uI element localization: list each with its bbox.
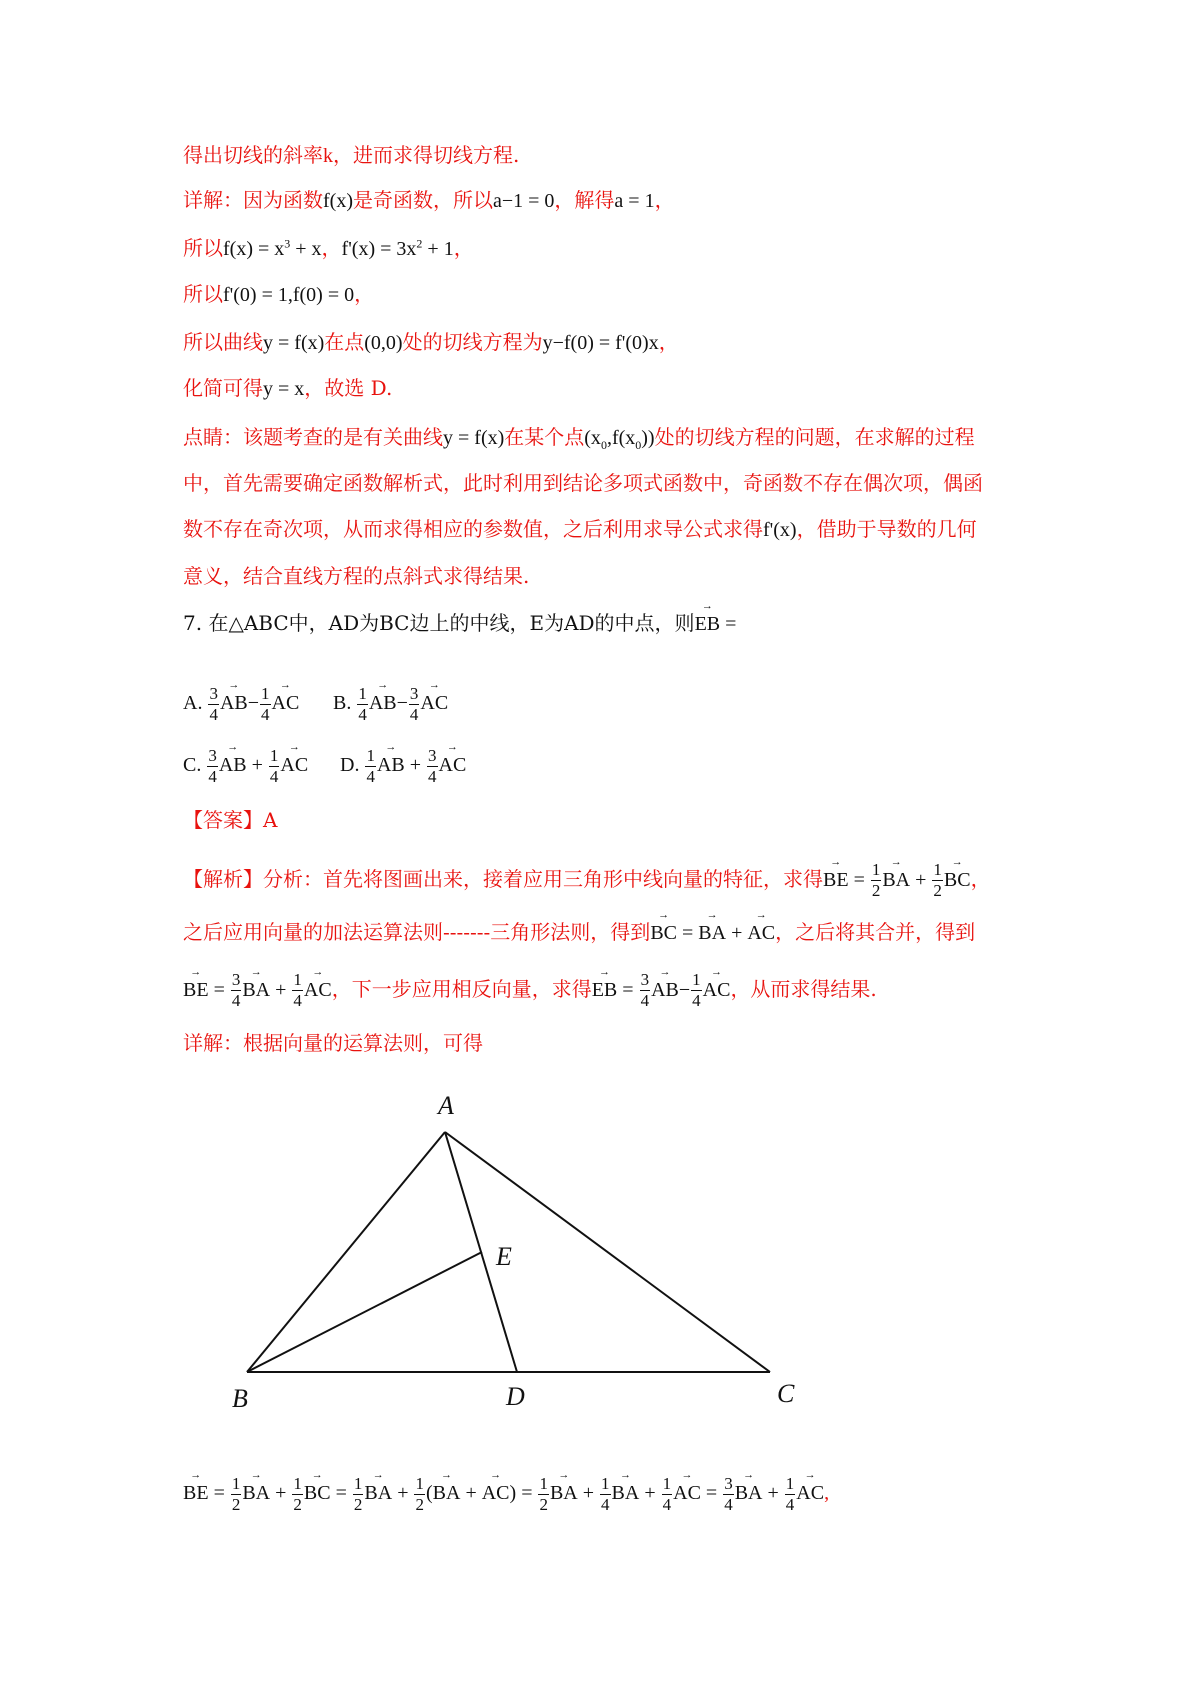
vector: → BA (242, 976, 270, 1004)
answer-line (183, 806, 1063, 834)
operator: − (247, 692, 260, 715)
denominator: 4 (358, 705, 367, 724)
numerator: 3 (640, 970, 650, 989)
operator: − (396, 692, 408, 715)
text: 处的切线方程为 (402, 330, 543, 354)
fraction (932, 860, 943, 901)
final-derivation (183, 1474, 1063, 1515)
vector: → AB (651, 976, 679, 1004)
text: ， (658, 330, 679, 354)
math: ,f(x (606, 427, 636, 449)
math: a−1 = 0 (492, 190, 555, 212)
vector: → AC (304, 976, 332, 1004)
vector: → BA (698, 919, 726, 947)
text: 在点 (324, 330, 365, 354)
text: ， (321, 236, 342, 260)
numerator: 1 (293, 1474, 302, 1493)
operator: + (270, 979, 292, 1001)
vector: → AB (220, 689, 248, 717)
text: 详解：根据向量的运算法则，可得 (183, 1031, 483, 1055)
operator: + (246, 754, 268, 777)
text: 详解：因为函数 (183, 188, 323, 212)
vector: → BA (242, 1479, 270, 1507)
math: f(x) = x (223, 238, 285, 260)
fraction (427, 746, 438, 787)
numerator: 1 (261, 684, 270, 703)
analysis-line-4 (183, 1029, 1063, 1057)
option-label: D. (340, 754, 365, 777)
vector: → BE (823, 866, 849, 894)
text: 数不存在奇次项，从而求得相应的参数值，之后利用求导公式求得 (183, 517, 763, 541)
numerator: 1 (601, 1474, 610, 1493)
text-line-1 (183, 141, 1063, 170)
operator: − (678, 979, 691, 1001)
question-7 (183, 609, 1063, 638)
numerator: 1 (692, 970, 701, 989)
vector: → BE (183, 976, 209, 1004)
math: = (720, 613, 737, 635)
answer-text: 【答案】A (183, 808, 278, 832)
math: k (323, 145, 333, 167)
text: 处的切线方程的问题，在求解的过程 (654, 425, 975, 449)
vector: → AB (219, 751, 247, 779)
fraction (292, 970, 303, 1011)
vector: → AC (673, 1479, 701, 1507)
fraction (871, 860, 882, 901)
option-d (340, 746, 520, 787)
vector: → AC (747, 919, 775, 947)
numerator: 1 (353, 1474, 363, 1493)
text: ，借助于导数的几何 (796, 517, 977, 541)
segment-BE (247, 1252, 482, 1372)
fraction (723, 1474, 734, 1515)
label-B: B (232, 1384, 248, 1412)
fraction (365, 746, 376, 787)
vector: → AB (369, 689, 397, 717)
text: 化简可得 (183, 376, 263, 400)
vector: → BA (612, 1479, 640, 1507)
numerator: 1 (539, 1474, 548, 1493)
operator: = (208, 979, 230, 1001)
vector: → AC (272, 689, 300, 717)
text: 是奇函数，所以 (352, 188, 493, 212)
denominator: 4 (208, 767, 217, 786)
fraction (691, 970, 702, 1011)
operator: + (460, 1482, 482, 1505)
vector: → BA (550, 1479, 578, 1507)
option-a (183, 684, 353, 725)
fraction (292, 1474, 303, 1515)
numerator: 1 (871, 860, 881, 879)
fraction (357, 684, 368, 725)
vector: → EB (592, 976, 618, 1004)
vector: → AC (796, 1479, 824, 1507)
vector: → AC (420, 689, 448, 717)
math: (0,0) (364, 332, 403, 354)
denominator: 4 (293, 991, 302, 1010)
vector: → BA (882, 866, 910, 894)
vector: → AC (280, 751, 308, 779)
math: + x (290, 238, 322, 260)
text: 点睛：该题考查的是有关曲线 (183, 425, 443, 449)
math: y = f(x) (263, 332, 325, 354)
fraction (414, 1474, 425, 1515)
denominator: 4 (785, 1495, 795, 1514)
vector: → BC (650, 919, 677, 947)
text: 所以 (183, 236, 223, 260)
text: ， (654, 188, 675, 212)
numerator: 3 (428, 746, 437, 765)
numerator: 1 (415, 1474, 424, 1493)
label-E: E (496, 1242, 512, 1271)
denominator: 4 (366, 767, 375, 786)
text-line-4 (183, 280, 1063, 309)
denominator: 4 (724, 1495, 733, 1514)
option-label: B. (333, 692, 357, 715)
text: ，之后将其合并，得到 (775, 920, 976, 944)
fraction (231, 970, 242, 1011)
option-label: C. (183, 754, 207, 777)
segment-AB (247, 1132, 445, 1372)
text: 之后应用向量的加法运算法则-------三角形法则，得到 (183, 920, 651, 944)
operator: + (404, 754, 427, 777)
numerator: 3 (231, 970, 241, 989)
fraction (538, 1474, 549, 1515)
denominator: 2 (933, 881, 942, 900)
numerator: 1 (358, 684, 367, 703)
option-b (333, 684, 503, 725)
math: + 1 (422, 238, 454, 260)
numerator: 3 (208, 746, 217, 765)
numerator: 1 (231, 1474, 241, 1493)
vector: → AB (377, 751, 405, 779)
vector: → AC (482, 1479, 510, 1507)
vector: → BA (364, 1479, 392, 1507)
denominator: 2 (293, 1495, 302, 1514)
numerator: 1 (933, 860, 942, 879)
denominator: 4 (601, 1495, 610, 1514)
math: f'(x) (763, 519, 797, 541)
denominator: 2 (231, 1495, 241, 1514)
text-line-6 (183, 374, 1063, 403)
label-C: C (777, 1379, 795, 1408)
numerator: 1 (785, 1474, 795, 1493)
text-line-8 (183, 469, 1063, 497)
denominator: 2 (871, 881, 881, 900)
math: f'(0) = 1,f(0) = 0 (223, 284, 355, 306)
denominator: 4 (269, 767, 279, 786)
fraction (231, 1474, 242, 1515)
denominator: 4 (231, 991, 241, 1010)
math: (x (584, 427, 601, 449)
operator: = (700, 1482, 723, 1505)
text: 意义，结合直线方程的点斜式求得结果. (183, 564, 530, 588)
operator: = (677, 922, 699, 944)
denominator: 4 (209, 705, 218, 724)
vector: → AC (703, 976, 731, 1004)
denominator: 2 (353, 1495, 363, 1514)
fraction (208, 684, 219, 725)
denominator: 4 (261, 705, 270, 724)
analysis-line-1 (183, 860, 1063, 901)
text-line-3 (183, 234, 1063, 263)
operator: + (577, 1482, 600, 1505)
denominator: 4 (692, 991, 701, 1010)
text-line-5 (183, 328, 1063, 357)
fraction (269, 746, 280, 787)
segment-AC (445, 1132, 770, 1372)
numerator: 3 (724, 1474, 733, 1493)
denominator: 4 (409, 705, 419, 724)
fraction (662, 1474, 673, 1515)
operator: = (848, 869, 870, 891)
punctuation: , (824, 1482, 830, 1505)
exponent: 3 (284, 236, 291, 251)
vector: → AC (439, 751, 467, 779)
vector: → BA (433, 1479, 461, 1507)
text: 所以 (183, 282, 223, 306)
subscript: 0 (600, 438, 607, 452)
paren: ( (425, 1482, 433, 1505)
fraction (260, 684, 271, 725)
denominator: 2 (415, 1495, 424, 1514)
numerator: 3 (409, 684, 419, 703)
vector-EB: → EB (695, 610, 721, 638)
math: y−f(0) = f'(0)x (542, 332, 659, 354)
vector: → BC (304, 1479, 331, 1507)
operator: = (516, 1482, 538, 1505)
fraction (353, 1474, 364, 1515)
math: f(x) (323, 190, 353, 212)
numerator: 1 (366, 746, 375, 765)
operator: + (392, 1482, 414, 1505)
fraction (409, 684, 420, 725)
math: y = x (263, 378, 305, 400)
text-line-7 (183, 423, 1063, 452)
math: )) (641, 427, 655, 449)
text: ， (970, 867, 991, 891)
numerator: 1 (269, 746, 279, 765)
exponent: 2 (416, 236, 423, 251)
denominator: 4 (640, 991, 650, 1010)
text-line-9 (183, 515, 1063, 544)
math: y = f(x) (443, 427, 505, 449)
text-line-2 (183, 186, 1063, 215)
vector: → BE (183, 1479, 209, 1507)
text: 在某个点 (504, 425, 585, 449)
question-text: 7. 在△ABC中，AD为BC边上的中线，E为AD的中点，则 (183, 611, 695, 635)
text: ，故选 D. (304, 376, 393, 400)
numerator: 1 (662, 1474, 672, 1493)
numerator: 3 (209, 684, 218, 703)
text: ， (453, 236, 474, 260)
triangle-diagram (215, 1082, 815, 1412)
vector: → BA (735, 1479, 763, 1507)
text: 中，首先需要确定函数解析式，此时利用到结论多项式函数中，奇函数不存在偶次项，偶函 (183, 471, 983, 495)
analysis-line-2 (183, 918, 1063, 947)
text: ，解得 (554, 188, 615, 212)
label-A: A (438, 1091, 454, 1120)
text: 所以曲线 (183, 330, 263, 354)
option-c (183, 746, 353, 787)
operator: + (910, 869, 932, 891)
operator: = (330, 1482, 352, 1505)
option-label: A. (183, 692, 208, 715)
operator: + (639, 1482, 661, 1505)
denominator: 4 (428, 767, 437, 786)
numerator: 1 (293, 970, 302, 989)
denominator: 4 (662, 1495, 672, 1514)
text: ，下一步应用相反向量，求得 (331, 977, 592, 1001)
fraction (207, 746, 218, 787)
fraction (785, 1474, 796, 1515)
text: 【解析】分析：首先将图画出来，接着应用三角形中线向量的特征，求得 (183, 867, 823, 891)
operator: = (617, 979, 639, 1001)
text: ，从而求得结果. (730, 977, 877, 1001)
operator: + (762, 1482, 784, 1505)
label-D: D (506, 1382, 525, 1411)
vector: → BC (944, 866, 971, 894)
paren: ) (509, 1482, 517, 1505)
text-line-10 (183, 562, 1063, 590)
fraction (640, 970, 651, 1011)
operator: = (208, 1482, 230, 1505)
fraction (600, 1474, 611, 1515)
text: ， (354, 282, 375, 306)
text: 得出切线的斜率 (183, 143, 323, 167)
analysis-line-3 (183, 970, 1063, 1011)
math: a = 1 (614, 190, 655, 212)
math: f'(x) = 3x (341, 238, 417, 260)
subscript: 0 (635, 438, 642, 452)
operator: + (726, 922, 748, 944)
denominator: 2 (539, 1495, 548, 1514)
text: ，进而求得切线方程. (333, 143, 520, 167)
operator: + (270, 1482, 292, 1505)
